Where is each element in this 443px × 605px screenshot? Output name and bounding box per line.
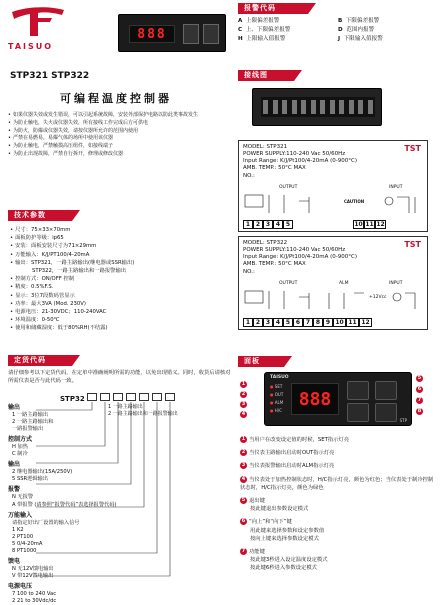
- spec-item: • 显示：3位7段数码管显示: [10, 292, 230, 300]
- order-option: 2 21 to 30Vdc/dc: [12, 597, 57, 604]
- wiring-diagram-stp322: [238, 236, 428, 330]
- input-label: INPUT: [389, 281, 403, 286]
- terminal: 1: [243, 220, 253, 229]
- panel-note: 2 当仪表主路输出启动时OUT指示灯亮: [241, 449, 335, 457]
- order-group: [8, 436, 228, 458]
- order-option: 1 K2: [12, 526, 24, 533]
- order-option: C 制冷: [12, 451, 28, 458]
- order-code-prefix: STP32: [60, 395, 85, 403]
- spec-item: • 精度：0.5%F.S.: [10, 283, 230, 291]
- terminal: 10: [354, 221, 363, 228]
- wiring-no: NO.:: [243, 172, 255, 179]
- order-intro: 请仔细参考以下定货代码，在定单中准确阐明所需的功能，以免出现错义。同时，收货后请核对所需仪表是否与此代码一致。: [8, 370, 231, 384]
- spec-item: • 安装：面板安装尺寸为71×29mm: [10, 242, 230, 250]
- terminal: 11: [365, 221, 374, 228]
- spec-item: STP322，一路主路输出和一路报警输出: [32, 268, 127, 275]
- order-option: 7 100 to 240 Vac: [12, 590, 57, 597]
- order-group: [8, 461, 228, 483]
- order-group-title: 万能输入: [8, 511, 33, 519]
- indicator-hc: H/C: [274, 408, 282, 413]
- order-option: H 加热: [12, 444, 28, 451]
- wiring-diagram-stp321: [238, 140, 428, 232]
- terminal: 5: [283, 318, 293, 327]
- order-group-title: 馈电: [8, 557, 21, 565]
- device-back-view: [252, 88, 382, 126]
- order-option: 2 PT100: [12, 533, 34, 540]
- terminal: 4: [273, 220, 283, 229]
- section-alarm: 报警代码: [238, 3, 308, 14]
- panel-brand: TAISUO: [270, 375, 289, 380]
- order-option: 2 继电器输出(15A/250V): [12, 469, 73, 476]
- terminal: 3: [263, 220, 273, 229]
- panel-note: 7 功能键 按此键3秒进入设定温度设定模式 按此键6秒进入参数设定模式: [241, 548, 328, 572]
- product-title: 可编程温度控制器: [60, 92, 172, 105]
- alarm-code: B: [338, 18, 343, 24]
- order-option: 2 一路主路输出和一路报警输出: [108, 410, 178, 417]
- callout-7: 7: [417, 397, 422, 403]
- order-group: [8, 404, 228, 433]
- order-group-title: 报警: [8, 486, 21, 494]
- spec-item: • 万能输入：K/J/PT100/4-20mA: [10, 251, 230, 259]
- output-label: OUTPUT: [279, 281, 298, 286]
- alarm-desc: 上限偏差报警: [245, 18, 280, 24]
- callout-8: 8: [417, 408, 422, 414]
- panel-callouts-right: [416, 374, 425, 418]
- panel-key-down[interactable]: [375, 403, 397, 422]
- terminal: 12: [359, 318, 372, 327]
- spec-item: • 尺寸：75×33×70mm: [10, 226, 230, 234]
- feature-item: • 为防火，防爆或仪器失效，请按仪器所允许的范围内使用: [8, 128, 230, 135]
- order-option: N 无报警: [12, 494, 34, 501]
- order-group-title: 输出: [8, 461, 21, 469]
- panel-note: 6 “向上”和“向下”键 用此键来选择参数和设定参数值 按向上键来选择参数设定模式: [241, 518, 325, 542]
- order-option: 5 0/4-20mA: [12, 540, 43, 547]
- wiring-power: POWER SUPPLY:110-240 Vac 50/60Hz: [243, 247, 346, 254]
- order-groups: [8, 404, 228, 605]
- alarm-code: A: [238, 18, 243, 24]
- alarm-table: [238, 17, 438, 44]
- order-group: [8, 486, 228, 508]
- output-label: OUTPUT: [279, 185, 298, 190]
- panel-note: 3 当仪表报警输出启动时ALM指示灯亮: [241, 462, 335, 470]
- terminal: 6: [293, 318, 303, 327]
- spec-item: • 使用和储藏湿度：低于80%RH(不结露): [10, 324, 230, 332]
- wiring-input: Input Range: K/J/Pt100/4-20mA (0-900°C): [243, 254, 357, 261]
- alarm-desc: 下限偏差报警: [345, 18, 380, 24]
- alarm-desc: 下限输入值报警: [343, 35, 383, 42]
- spec-item: • 电源电压：21-30VDC；110-240VAC: [10, 308, 230, 316]
- order-group: [8, 558, 228, 580]
- spec-item: • 环境温度：0-50℃: [10, 316, 230, 324]
- wiring-power: POWER SUPPLY:110-240 Vac 50/60Hz: [243, 151, 346, 158]
- order-option: V 带12V馈电输出: [12, 572, 54, 579]
- alarm-code: C: [238, 26, 243, 33]
- section-panel: 面板: [238, 356, 284, 367]
- order-option: 8 PT1000: [12, 547, 37, 554]
- order-group-title: 输出: [8, 404, 21, 411]
- feature-item: • 为防止触电，严禁触摸高压组件，如接线端子: [8, 143, 230, 150]
- wiring-amb: AMB. TEMP.: 50°C MAX: [243, 165, 306, 172]
- callout-3: 3: [241, 401, 246, 407]
- plus12-label: +12Vcc: [369, 295, 387, 300]
- order-group-title: 控制方式: [8, 436, 33, 444]
- panel-key-set[interactable]: [347, 381, 369, 400]
- wiring-amb: AMB. TEMP.: 50°C MAX: [243, 261, 306, 268]
- terminal: 2: [253, 220, 263, 229]
- panel-notes: [240, 436, 438, 573]
- alarm-code: H: [238, 35, 243, 42]
- alarm-code: J: [338, 35, 341, 42]
- wiring-no: NO.:: [243, 268, 255, 275]
- alarm-desc: 上限输入值报警: [246, 35, 286, 42]
- panel-key-up[interactable]: [375, 381, 397, 400]
- panel-key-esc[interactable]: [347, 403, 369, 422]
- order-group: [8, 583, 228, 605]
- panel-note: 5 退出键 按此键退出参数设定模式: [241, 497, 309, 513]
- indicator-alm: ALM: [274, 400, 284, 405]
- order-option: 5 SSR逻辑输出: [12, 476, 48, 483]
- order-option: N 无12V馈电输出: [12, 565, 54, 572]
- section-tech: 技术参数: [8, 210, 72, 221]
- order-option: 一路报警输出: [12, 426, 44, 433]
- terminal-strip: [243, 318, 372, 327]
- wiring-model: MODEL: STP321: [243, 144, 288, 150]
- indicator-out: OUT: [274, 392, 284, 397]
- terminal: 8: [313, 318, 323, 327]
- terminal: 4: [273, 318, 283, 327]
- spec-item: • 功率：最大3VA (Mod. 230V): [10, 300, 230, 308]
- terminal: 5: [283, 220, 293, 229]
- panel-model: STP: [399, 417, 407, 423]
- terminal-strip: [243, 220, 386, 229]
- feature-item: • 为防止触电，失火或仪器失效，所有接线工作完成后方可供电: [8, 120, 230, 127]
- spec-item: • 面板防护等级：ip65: [10, 234, 230, 242]
- order-option: 请指定好出厂设置的输入信号: [12, 519, 80, 526]
- spec-item: • 控制方式：ON/OFF 控制: [10, 275, 230, 283]
- panel-note: 1 当用户在改变设定值的时候，SET指示灯亮: [241, 436, 349, 443]
- order-group-title: 电源电压: [8, 582, 33, 590]
- wiring-model: MODEL: STP322: [243, 240, 288, 246]
- indicator-set: SET: [274, 384, 283, 389]
- feature-item: • 严禁在易燃易，易爆气体的场所中使用该仪器: [8, 135, 230, 142]
- brand-name: TAISUO: [8, 41, 54, 51]
- alm-label: ALM: [339, 281, 349, 286]
- caution-label: CAUTION: [344, 199, 365, 204]
- wiring-schematic-icon: [239, 191, 429, 219]
- terminal: 7: [303, 318, 313, 327]
- feature-item: • 为防止出现故障，严禁自行拆开，修理或修改仪器: [8, 151, 230, 158]
- terminal: 12: [376, 221, 385, 228]
- alarm-desc: 范围内报警: [346, 26, 375, 33]
- section-wiring: 接线图: [238, 70, 294, 81]
- order-option: A 带报警 (请参照“报警代码”表选择报警代码): [12, 501, 117, 508]
- panel-note: 4 当仪表处于加热控制状态时，H/C指示灯亮，颜色为红色；当仪表处于制冷控制状态时，H/C指示灯亮，颜色为绿色: [240, 475, 434, 491]
- callout-6: 6: [417, 386, 422, 392]
- input-label: INPUT: [389, 185, 403, 190]
- feature-item: • 如果仪器失效或发生错误，可以引起系统故障，安装外部保护电路以防此类事故发生: [8, 112, 230, 119]
- model-name: STP321 STP322: [10, 71, 90, 81]
- order-option: 1 一路主路输出: [12, 412, 49, 419]
- tst-mark: TST: [404, 240, 421, 249]
- panel-callouts-left: [240, 380, 249, 420]
- alarm-code: D: [338, 26, 343, 33]
- terminal: 9: [323, 318, 333, 327]
- callout-1: 1: [241, 381, 246, 387]
- device-display: 888: [137, 27, 167, 42]
- panel-display: 888: [298, 389, 332, 410]
- wiring-input: Input Range: K/J/Pt100/4-20mA (0-900°C): [243, 158, 357, 165]
- panel-indicators: ● SET ● OUT ● ALM ● H/C: [270, 384, 284, 413]
- panel-front: [264, 372, 412, 426]
- section-order: 定货代码: [8, 355, 72, 366]
- tst-mark: TST: [404, 144, 421, 153]
- order-group: [8, 512, 228, 555]
- terminal: 3: [263, 318, 273, 327]
- callout-2: 2: [241, 391, 246, 397]
- callout-4: 4: [241, 411, 246, 417]
- terminal: 10: [333, 318, 346, 327]
- alarm-desc: 上、下限偏差报警: [245, 26, 291, 33]
- order-option: 2 一路主路输出和: [12, 419, 54, 426]
- terminal: 2: [253, 318, 263, 327]
- callout-5: 5: [417, 375, 422, 381]
- order-option: 1 一路主路输出: [108, 404, 143, 410]
- terminal: 11: [346, 318, 359, 327]
- wiring-schematic-icon: [239, 287, 429, 315]
- spec-item: • 输出：STP321，一路主路输出(继电器或SSR输出): [10, 259, 230, 267]
- terminal: 1: [243, 318, 253, 327]
